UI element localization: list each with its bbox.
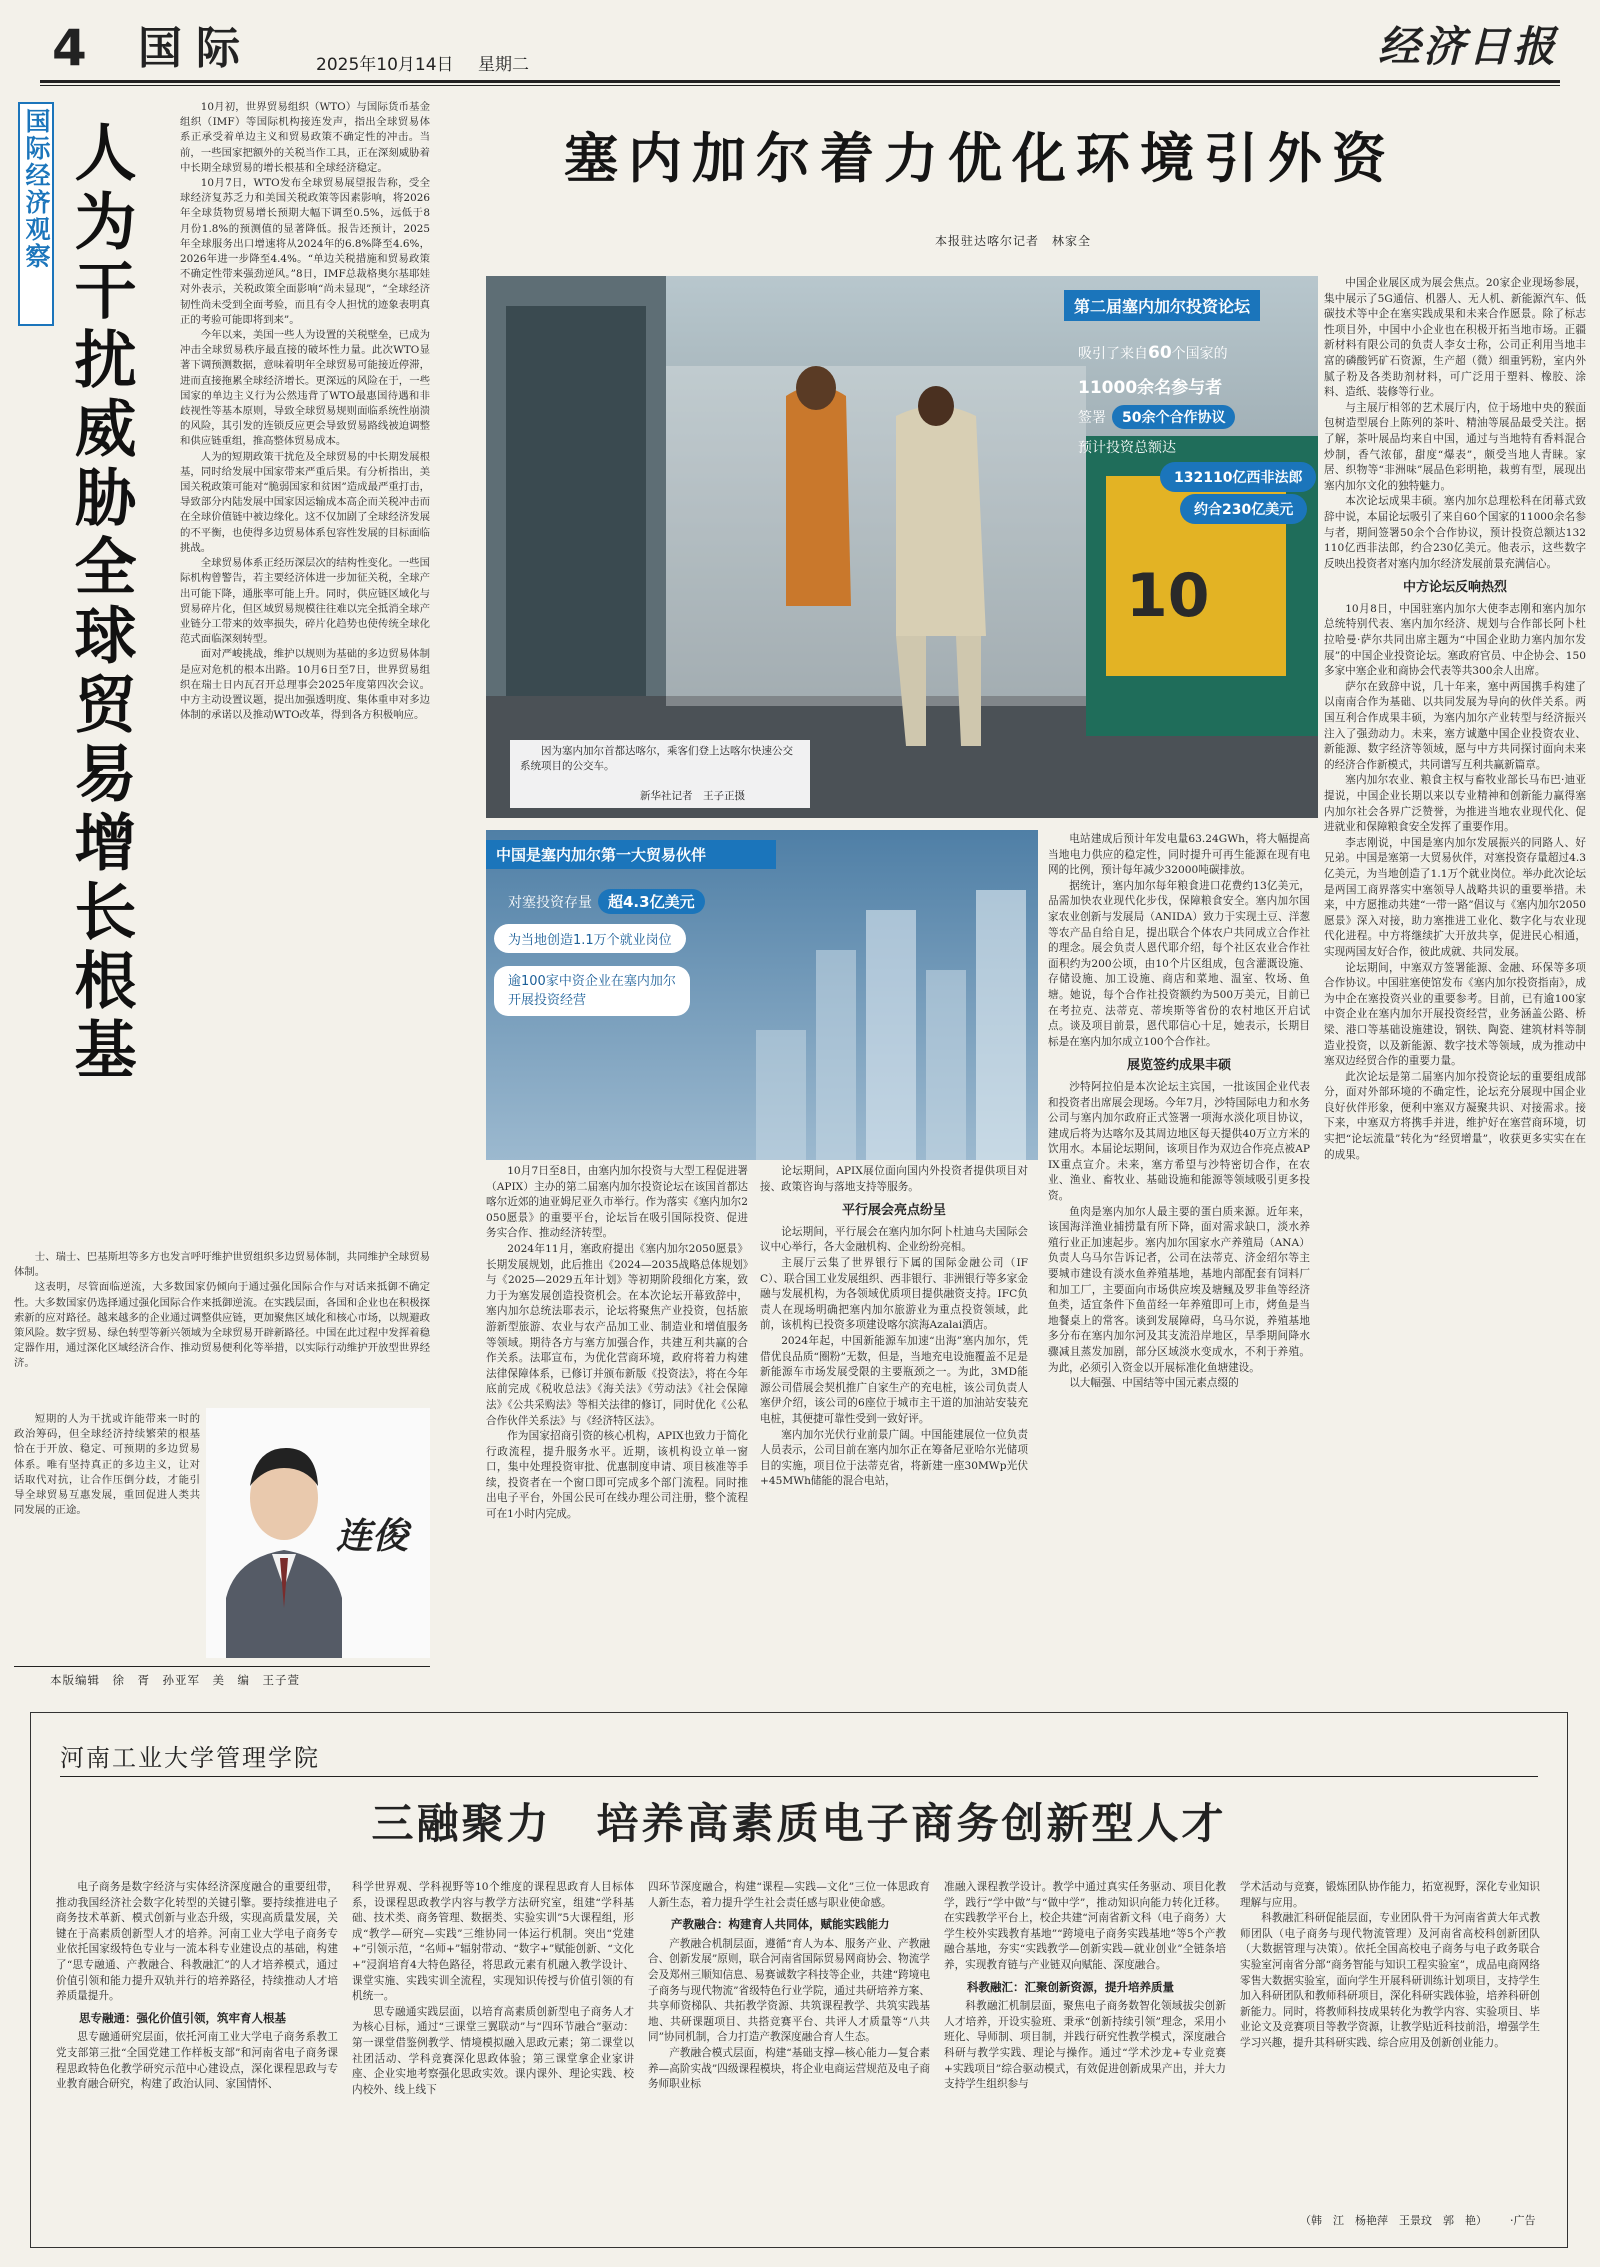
masthead (0, 0, 1600, 90)
main-article-col-b (760, 1164, 1028, 1694)
paragraph: 沙特阿拉伯是本次论坛主宾国，一批该国企业代表和投资者出席展会现场。今年7月，沙特国际电力和水务公司与塞内加尔政府正式签署一项海水淡化项目协议，建成后将为达喀尔及其周边地区每天提供40万立方米的饮用水。本届论坛期间，该项目作为双边合作亮点被APIX重点宣介。未来，塞方希望与沙特密切合作，在农业、渔业、畜牧业、基础设施和能源等领域吸引更多投资。 (1048, 1080, 1310, 1203)
svg-text:10: 10 (1126, 561, 1210, 631)
paragraph: 鱼肉是塞内加尔人最主要的蛋白质来源。近年来，该国海洋渔业捕捞量有所下降，面对需求缺口，淡水养殖行业正加速起步。塞内加尔国家水产养殖局（ANA）负责人乌马尔告诉记者，公司在法蒂克、济金绍尔等主要城市建设有淡水鱼养殖基地，基地内部配套有饲料厂和加工厂，主要面向市场供应埃及塘鲺及罗非鱼等经济鱼类，适宜条件下鱼苗经一年养殖即可上市，烤鱼是当地餐桌上的常客。谈到发展障碍，乌马尔说，养殖基地多分布在塞内加尔河及其支流沿岸地区，旱季期间降水骤减且蒸发加剧，部分区域淡水变成水，不利于养殖。为此，必须引入资金以开展标准化鱼塘建设。 (1048, 1205, 1310, 1374)
author-signature: 连俊 (336, 1515, 409, 1557)
infographic-line: 签署 50余个合作协议 (1064, 400, 1249, 434)
paragraph: 人为的短期政策干扰危及全球贸易的中长期发展根基，同时给发展中国家带来严重后果。有分析指出，美国关税政策可能对“脆弱国家和贫困”造成最严重打击，导致部分内陆发展中国家因运输成本高企而关税冲击而在全球价值链中被边缘化。这不仅加剧了全球经济发展的不平衡，也使得多边贸易体系包容性发展的目标面临挑战。 (180, 450, 430, 554)
paragraph: 以大幅强、中国结等中国元素点缀的 (1069, 1377, 1239, 1390)
paragraph: 李志刚说，中国是塞内加尔发展振兴的同路人、好兄弟。中国是塞第一大贸易伙伴，对塞投资存量超过4.3亿美元，为当地创造了1.1万个就业岗位。举办此次论坛是两国工商界落实中塞领导人战略共识的重要举措。未来，中方愿推动共建“一带一路”倡议与《塞内加尔2050愿景》深入对接，助力塞推进工业化、数字化与农业现代化进程。中方将继续扩大开放共享，促进民心相通，实现两国友好合作，彼此成就、共同发展。 (1324, 836, 1586, 958)
author-note (14, 1412, 200, 1662)
infographic-line: 预计投资总额达 (1078, 440, 1176, 456)
subheading: 展览签约成果丰硕 (1126, 1058, 1231, 1074)
advertorial-col-4 (944, 1880, 1226, 2230)
paragraph: 学术活动与竞赛，锻炼团队协作能力，拓宽视野，深化专业知识理解与应用。 (1240, 1881, 1540, 1909)
paragraph: 作为国家招商引资的核心机构，APIX也致力于简化行政流程，提升服务水平。近期，该机构设立单一窗口，集中处理投资审批、优惠制度申请、项目核准等手续，投资者在一个窗口即可完成多个部门流程。同时推出电子平台，外国公民可在线办理公司注册，整个流程可在1小时内完成。 (486, 1430, 748, 1521)
paragraph: 2024年起，中国新能源车加速“出海”塞内加尔，凭借优良品质“圈粉”无数，但是，当地充电设施覆盖不足是新能源车市场发展受限的主要瓶颈之一。为此，3MD能源公司借展会契机推广自家生产的充电桩，该公司负责人塞伊介绍，该公司的6座位于城市主干道的加油站安装充电桩，其便捷可靠性受到一致好评。 (760, 1334, 1028, 1425)
column-tag-text: 国际经济观察 (22, 108, 51, 270)
paragraph: 科教融汇科研促能层面，专业团队骨干为河南省黄大年式教师团队（电子商务与现代物流管理）及河南省高校科创新团队（大数据管理与决策）。依托全国高校电子商务与电子政务联合实验室河南省分部“商务智能与知识工程实验室”，成品电商网络零售大数据实验室，面向学生开展科研训练计划项目，支持学生加入科研团队和教师科研项目，深化科研实践体验，培养科研创新能力。同时，将教师科技成果转化为教学内容、实验项目、毕业论文及竞赛项目等教学资源，让教学贴近科技前沿，增强学生学习兴趣，提升其科研实践、综合应用及创新创业能力。 (1240, 1912, 1540, 2049)
paragraph: 与主展厅相邻的艺术展厅内，位于场地中央的猴面包树造型展台上陈列的茶叶、精油等展品最受关注。据了解，茶叶展品均来自中国，通过与当地特有香料混合炒制，香气浓郁，甜度“爆表”，颇受当地人青睐。家居、织物等“非洲味”展品色彩明艳，栽剪有型，展现出塞内加尔文化的独特魅力。 (1324, 401, 1586, 492)
infographic-investment-forum (1050, 286, 1318, 534)
paragraph: 今年以来，美国一些人为设置的关税壁垒，已成为冲击全球贸易秩序最直接的破坏性力量。此次WTO显著下调预测数据，意味着明年全球贸易可能接近停滞，进而直接拖累全球经济增长。更深远的风险在于，一些国家的单边主义行为公然违背了WTO最惠国待遇和非歧视性等基本原则，导致全球贸易规则面临系统性崩溃的风险，其引发的连锁反应更会导致贸易路线被迫调整和供应链重组，推高整体贸易成本。 (180, 329, 430, 448)
paragraph: 科教融汇机制层面，聚焦电子商务数智化领域拔尖创新人才培养，开设实验班、秉承“创新持续引领”理念，采用小班化、导师制、项目制，并践行研究性教学模式，深度融合科研与教学实践、理论与操作。通过“学术沙龙+专业竞赛+实践项目”综合驱动模式，有效促进创新成果产出，并大力支持学生组织参与 (944, 2000, 1226, 2091)
photo-credit: 新华社记者 王子正摄 (640, 790, 745, 802)
author-portrait (206, 1408, 430, 1658)
advertorial-org-rule (60, 1776, 1538, 1777)
infographic-line: 吸引了来自60个国家的 (1078, 343, 1228, 363)
advertorial-col-3 (648, 1880, 930, 2230)
paragraph: 四环节深度融合，构建“课程—实践—文化”三位一体思政育人新生态，着力提升学生社会责任感与职业使命感。 (648, 1881, 930, 1909)
main-byline: 本报驻达喀尔记者 林家全 (935, 234, 1092, 248)
paragraph: 10月初，世界贸易组织（WTO）与国际货币基金组织（IMF）等国际机构接连发声，指出全球贸易体系正承受着单边主义和贸易政策不确定性的冲击。当前，一些国家把额外的关税当作工具，正在深刻威胁着中长期全球贸易的增长根基和全球经济稳定。 (180, 101, 430, 174)
paragraph: 2024年11月，塞政府提出《塞内加尔2050愿景》长期发展规划，此后推出《2024—2035战略总体规划》与《2025—2029五年计划》等初期阶段细化方案，致力于为塞发展创造投资机会。在本次论坛开幕致辞中，塞内加尔总统法耶表示，论坛将聚焦产业投资，包括旅游新型旅游、农业与农产品加工业、制造业和增值服务等领域。期待各方与塞方加强合作，共建互利共赢的合作关系。法耶宣布，为优化营商环境，政府将着力构建法律保障体系，已修订并颁布新版《投资法》，将在今年底前完成《税收总法》《海关法》《劳动法》《社会保障法》《公共采购法》等相关法律的修订，同时优化《公私合作伙伴关系法》与《经济特区法》。 (486, 1242, 748, 1427)
paragraph: 思专融通实践层面，以培育高素质创新型电子商务人才为核心目标，通过“三课堂三翼联动”与“四环节融合”驱动：第一课堂借鉴例教学、情境模拟融入思政元素；第二课堂以社团活动、学科竞赛深化思政体验；第三课堂拿企业家讲座、企业实地考察强化思政实效。课内课外、理论实践、校内校外、线上线下 (352, 2005, 634, 2096)
paragraph: 全球贸易体系正经历深层次的结构性变化。一些国际机构曾警告，若主要经济体进一步加征关税，全球产出可能下降，通胀率可能上升。同时，供应链区域化与贸易碎片化，但区域贸易规模往往难以完全抵消全球产业链分工带来的效率损失，碎片化趋势也使传统全球化范式面临深刻转型。 (180, 557, 430, 646)
issue-weekday: 星期二 (478, 55, 529, 75)
paragraph: 萨尔在致辞中说，几十年来，塞中两国携手构建了以南南合作为基础、以共同发展为导向的伙伴关系。两国互利合作成果丰硕，为塞内加尔产业转型与经济振兴注入了强劲动力。未来，塞方诚邀中国企业投资农业、新能源、数字经济等领域，愿与中方共同探讨面向未来的经济合作新模式，共同谱写互利共赢新篇章。 (1324, 680, 1586, 771)
paragraph: 产教融合模式层面，构建“基础支撑—核心能力—复合素养—高阶实战”四级课程模块，将企业电商运营规范及电子商务师职业标 (648, 2046, 930, 2091)
paragraph: 士、瑞士、巴基斯坦等多方也发言呼吁维护世贸组织多边贸易体制，共同维护全球贸易体制。 (14, 1251, 430, 1279)
paragraph: 中国企业展区成为展会焦点。20家企业现场参展，集中展示了5G通信、机器人、无人机、新能源汽车、低碳技术等中企在塞实践成果和未来合作愿景。除了标志性项目外，中国中小企业也在积极开拓当地市场。正疆新材料有限公司的负责人李女士称，公司正利用当地丰富的磷酸钙矿石资源，生产超（微）细重钙粉，室内外腻子粉及各类助剂材料，可广泛用于塑料、橡胶、涂料、造纸、装修等行业。 (1324, 277, 1586, 399)
paragraph: 产教融合机制层面，遵循“育人为本、服务产业、产教融合、创新发展”原则，联合河南省国际贸易网商协会、物流学会及郑州三顺知信息、易赛诚数字科技等企业，共建“跨境电子商务与现代物流”省级特色行业学院，通过共研培养方案、共享师资梯队、共拓教学资源、共筑课程教学、共筑实践基地、共研课题项目、共搭竞赛平台、共评人才质量等“八共同”协同机制，合力打造产教深度融合育人生态。 (648, 1937, 930, 2044)
paragraph: 塞内加尔农业、粮食主权与畜牧业部长马布巴·迪亚提说，中国企业长期以来以专业精神和创新能力赢得塞内加尔社会各界广泛赞誉，为推进当地农业现代化、促进就业和保障粮食安全发挥了重要作用。 (1324, 774, 1586, 834)
advertorial-col-5 (1240, 1880, 1540, 2204)
left-article-body (180, 100, 430, 1230)
masthead-rule-thin (40, 85, 1560, 86)
advertorial-signature: （韩 江 杨艳萍 王景玟 郭 艳） (1300, 2214, 1487, 2227)
paragraph: 主展厅云集了世界银行下属的国际金融公司（IFC）、联合国工业发展组织、西非银行、非洲银行等多家金融与发展机构，为各领域优质项目提供融资支持。IFC负责人在现场明确把塞内加尔旅游业为重点投资领域，此前，该机构已投资多项建设喀尔滨海Azalai酒店。 (760, 1256, 1028, 1332)
paragraph: 面对严峻挑战，维护以规则为基础的多边贸易体制是应对危机的根本出路。10月6日至7日，世界贸易组织在瑞士日内瓦召开总理事会2025年度第四次会议。中方主动设置议题，提出加强透明度、集体重申对多边体制的承诺以及推动WTO改革，得到各方积极响应。 (180, 648, 430, 722)
editors-rule (14, 1666, 430, 1667)
section-title: 国际 (138, 23, 254, 74)
infographic-line: 为当地创造1.1万个就业岗位 (494, 924, 686, 953)
paragraph: 论坛期间，中塞双方签署能源、金融、环保等多项合作协议。中国驻塞使馆发布《塞内加尔投资指南》，成为中企在塞投资兴业的重要参考。目前，已有逾100家中资企业在塞内加尔开展投资经营，业务涵盖公路、桥梁、港口等基础设施建设，钢铁、陶瓷、建筑材料等制造业投资，以及新能源、数字技术等领域，成为推动中塞双边经贸合作的重要力量。 (1324, 961, 1586, 1068)
subheading: 中方论坛反响热烈 (1402, 580, 1507, 596)
main-headline: 塞内加尔着力优化环境引外资 (564, 126, 1396, 190)
subheading: 科教融汇：汇聚创新资源，提升培养质量 (967, 1979, 1174, 1994)
paragraph: 短期的人为干扰或许能带来一时的政治筹码，但全球经济持续繁荣的根基恰在于开放、稳定、可预期的多边贸易体系。唯有坚持真正的多边主义，让对话取代对抗，让合作压倒分歧，才能引导全球贸易互惠发展，重回促进人类共同发展的正途。 (14, 1413, 200, 1517)
left-headline (62, 120, 162, 1260)
left-headline-text: 人为干扰威胁全球贸易增长根基 (64, 120, 137, 1086)
subheading: 产教融合：构建育人共同体，赋能实践能力 (671, 1917, 890, 1932)
subheading: 平行展会亮点纷呈 (841, 1203, 946, 1219)
paragraph: 据统计，塞内加尔每年粮食进口花费约13亿美元，品需加快农业现代化步伐，保障粮食安全。塞内加尔国家农业创新与发展局（ANIDA）致力于实现土豆、洋葱等农产品自给自足，提出联合个体农户共同成立合作社的理念。展会负责人恩代耶介绍，每个社区农业合作社面积约为200公顷，由10个片区组成，包含灌溉设施、存储设施、加工设施、商店和菜地、温室、牧场、鱼塘。她说，每个合作社投资额约为500万美元，目前已在考拉克、法蒂克、蒂埃斯等省份的农村地区开启试点。谈及项目前景，恩代耶信心十足，她表示，长期目标是在塞内加尔成立100个合作社。 (1048, 879, 1310, 1048)
infographic-line: 对塞投资存量 超4.3亿美元 (494, 884, 719, 919)
subheading: 思专融通：强化价值引领，筑牢育人根基 (79, 2010, 286, 2025)
paragraph: 这表明，尽管面临逆流，大多数国家仍倾向于通过强化国际合作与对话来抵御不确定性。大多数国家仍选择通过强化国际合作来抵御逆流。在实践层面，各国和企业也在积极探索新的应对路径。越来越多的企业通过调整供应链，更加聚焦区域化和核心市场，以规避政策风险。数字贸易、绿色转型等新兴领域为全球贸易开辟新路径。中国在此过程中发挥着稳定器作用，通过深化区域经济合作、推动贸易便利化等举措，以实际行动维护开放型世界经济。 (14, 1281, 430, 1370)
infographic-line: 逾100家中资企业在塞内加尔 开展投资经营 (494, 966, 690, 1016)
paragraph: 论坛期间，平行展会在塞内加尔阿卜杜迪乌夫国际会议中心举行，各大金融机构、企业纷纷亮相。 (760, 1225, 1028, 1254)
paragraph: 10月7日至8日，由塞内加尔投资与大型工程促进署（APIX）主办的第二届塞内加尔投资论坛在该国首都达喀尔近郊的迪亚姆尼亚久市举行。作为落实《塞内加尔2050愿景》的重要平台，论坛旨在吸引国际投资、促进务实合作、推动经济转型。 (486, 1165, 748, 1240)
paragraph: 塞内加尔光伏行业前景广阔。中国能建展位一位负责人员表示，公司目前在塞内加尔正在筹备尼亚哈尔光储项目的实施，项目位于法蒂克省，将新建一座30MWp光伏+45MWh储能的混合电站， (760, 1428, 1028, 1488)
left-article-body-lower (14, 1250, 430, 1400)
main-article-col-c (1048, 832, 1310, 1694)
paragraph: 本次论坛成果丰硕。塞内加尔总理松科在闭幕式致辞中说，本届论坛吸引了来自60个国家的11000余名参与者，期间签署50余个合作协议，预计投资总额达132110亿西非法郎，约合230亿美元。他表示，这些数字反映出投资者对塞内加尔经济发展前景充满信心。 (1324, 495, 1586, 570)
infographic-line: 约合230亿美元 (1180, 494, 1307, 524)
advertorial-col-1 (56, 1880, 338, 2230)
infographic-line: 11000余名参与者 (1078, 378, 1223, 398)
paragraph: 10月8日，中国驻塞内加尔大使李志刚和塞内加尔总统特别代表、塞内加尔经济、规划与合作部长阿卜杜拉哈曼·萨尔共同出席主题为“中国企业助力塞内加尔发展”的中国企业投资论坛。塞政府官员、中企协会、150多家中塞企业和商协会代表等共300余人出席。 (1324, 602, 1586, 678)
infographic-line: 132110亿西非法郎 (1160, 462, 1316, 492)
infographic-trade-partner (486, 830, 1038, 1160)
advertorial-ad-mark: ·广告 (1510, 2214, 1536, 2227)
advertorial-org: 河南工业大学管理学院 (60, 1744, 320, 1772)
paragraph: 思专融通研究层面，依托河南工业大学电子商务系教工党支部第三批“全国党建工作样板支部”和河南省电子商务课程思政特色化教学研究示范中心建设点，深化课程思政与专业教育融合研究，构建了政治认同、家国情怀、 (56, 2031, 338, 2091)
paragraph: 电子商务是数字经济与实体经济深度融合的重要纽带，推动我国经济社会数字化转型的关键引擎。要持续推进电子商务技术革新、模式创新与业态升级，实现高质量发展，关键在于高素质创新型人才的培养。河南工业大学电子商务专业依托国家级特色专业与一流本科专业建设点的基础，构建了“思专融通、产教融合、科教融汇”的人才培养模式，通过价值引领和能力提升双轨并行的培养路径，持续推动人才培养质量提升。 (56, 1881, 338, 2003)
editors-credit: 本版编辑 徐 胥 孙亚军 美 编 王子萱 (50, 1673, 300, 1687)
paragraph: 电站建成后预计年发电量63.24GWh，将大幅提高当地电力供应的稳定性，同时提升可再生能源在现有电网的比例，预计每年减少32000吨碳排放。 (1048, 833, 1310, 877)
paragraph: 准融入课程教学设计。教学中通过真实任务驱动、项目化教学，践行“学中做”与“做中学”，推动知识向能力转化迁移。在实践教学平台上，校企共建“河南省新文科（电子商务）大学生校外实践教育基地”“跨境电子商务实践基地”等5个产教融合基地，夯实“实践教学—创新实践—就业创业”全链条培养，实现教育链与产业链双向赋能、深度融合。 (944, 1881, 1226, 1971)
paragraph: 论坛期间，APIX展位面向国内外投资者提供项目对接、政策咨询与落地支持等服务。 (760, 1165, 1028, 1193)
page-number: 4 (52, 19, 87, 77)
photo-caption: 因为塞内加尔首都达喀尔，乘客们登上达喀尔快速公交系统项目的公交车。 (520, 745, 793, 772)
paragraph: 科学世界观、学科视野等10个维度的课程思政育人目标体系，设课程思政教学内容与教学方法研究室，组建“学科基础、技术类、商务管理、数据类、实验实训”5大课程组，形成“教学—研究—实践”三维协同一体运行机制。突出“党建+”引领示范，“名师+”辐射带动、“数字+”赋能创新、“文化+”浸润培育4大特色路径，将思政元素有机融入教学设计、课堂实施、实践实训全流程，实现知识传授与价值引领的有机统一。 (352, 1881, 634, 2003)
column-tag (18, 102, 54, 326)
paragraph: 10月7日，WTO发布全球贸易展望报告称，受全球经济复苏乏力和美国关税政策等因素影响，将2026年全球货物贸易增长预期大幅下调至0.5%，远低于8月份1.8%的预测值的显著降低。报告还预计，2025年全球服务出口增速将从2024年的6.8%降至4.6%，2026年进一步降至4.4%。“单边关税措施和贸易政策不确定性带来强劲逆风。”8日，IMF总裁格奥尔基耶娃对外表示，关税政策全面影响“尚未显现”，“全球经济韧性尚未受到全面考验，而且有令人担忧的迹象表明真正的考验可能即将到来”。 (180, 177, 430, 326)
masthead-rule-thick (40, 80, 1560, 83)
issue-date: 2025年10月14日 (316, 55, 454, 75)
advertorial-col-2 (352, 1880, 634, 2230)
paper-name-logo: 经济日报 (1378, 22, 1559, 71)
paragraph: 此次论坛是第二届塞内加尔投资论坛的重要组成部分，面对外部环境的不确定性，论坛充分展现中国企业良好伙伴形象，便利中塞双方凝聚共识、对接需求。接下来，中塞双方将携手并进，维护好在塞营商环境，切实把“论坛流量”转化为“经贸增量”，收获更多实实在在的成果。 (1324, 1070, 1586, 1161)
main-article-col-d (1324, 276, 1586, 1694)
main-article-col-a (486, 1164, 748, 1694)
infographic-title: 中国是塞内加尔第一大贸易伙伴 (486, 840, 776, 869)
infographic-title: 第二届塞内加尔投资论坛 (1064, 290, 1260, 321)
advertorial-headline: 三融聚力 培养高素质电子商务创新型人才 (371, 1799, 1227, 1848)
